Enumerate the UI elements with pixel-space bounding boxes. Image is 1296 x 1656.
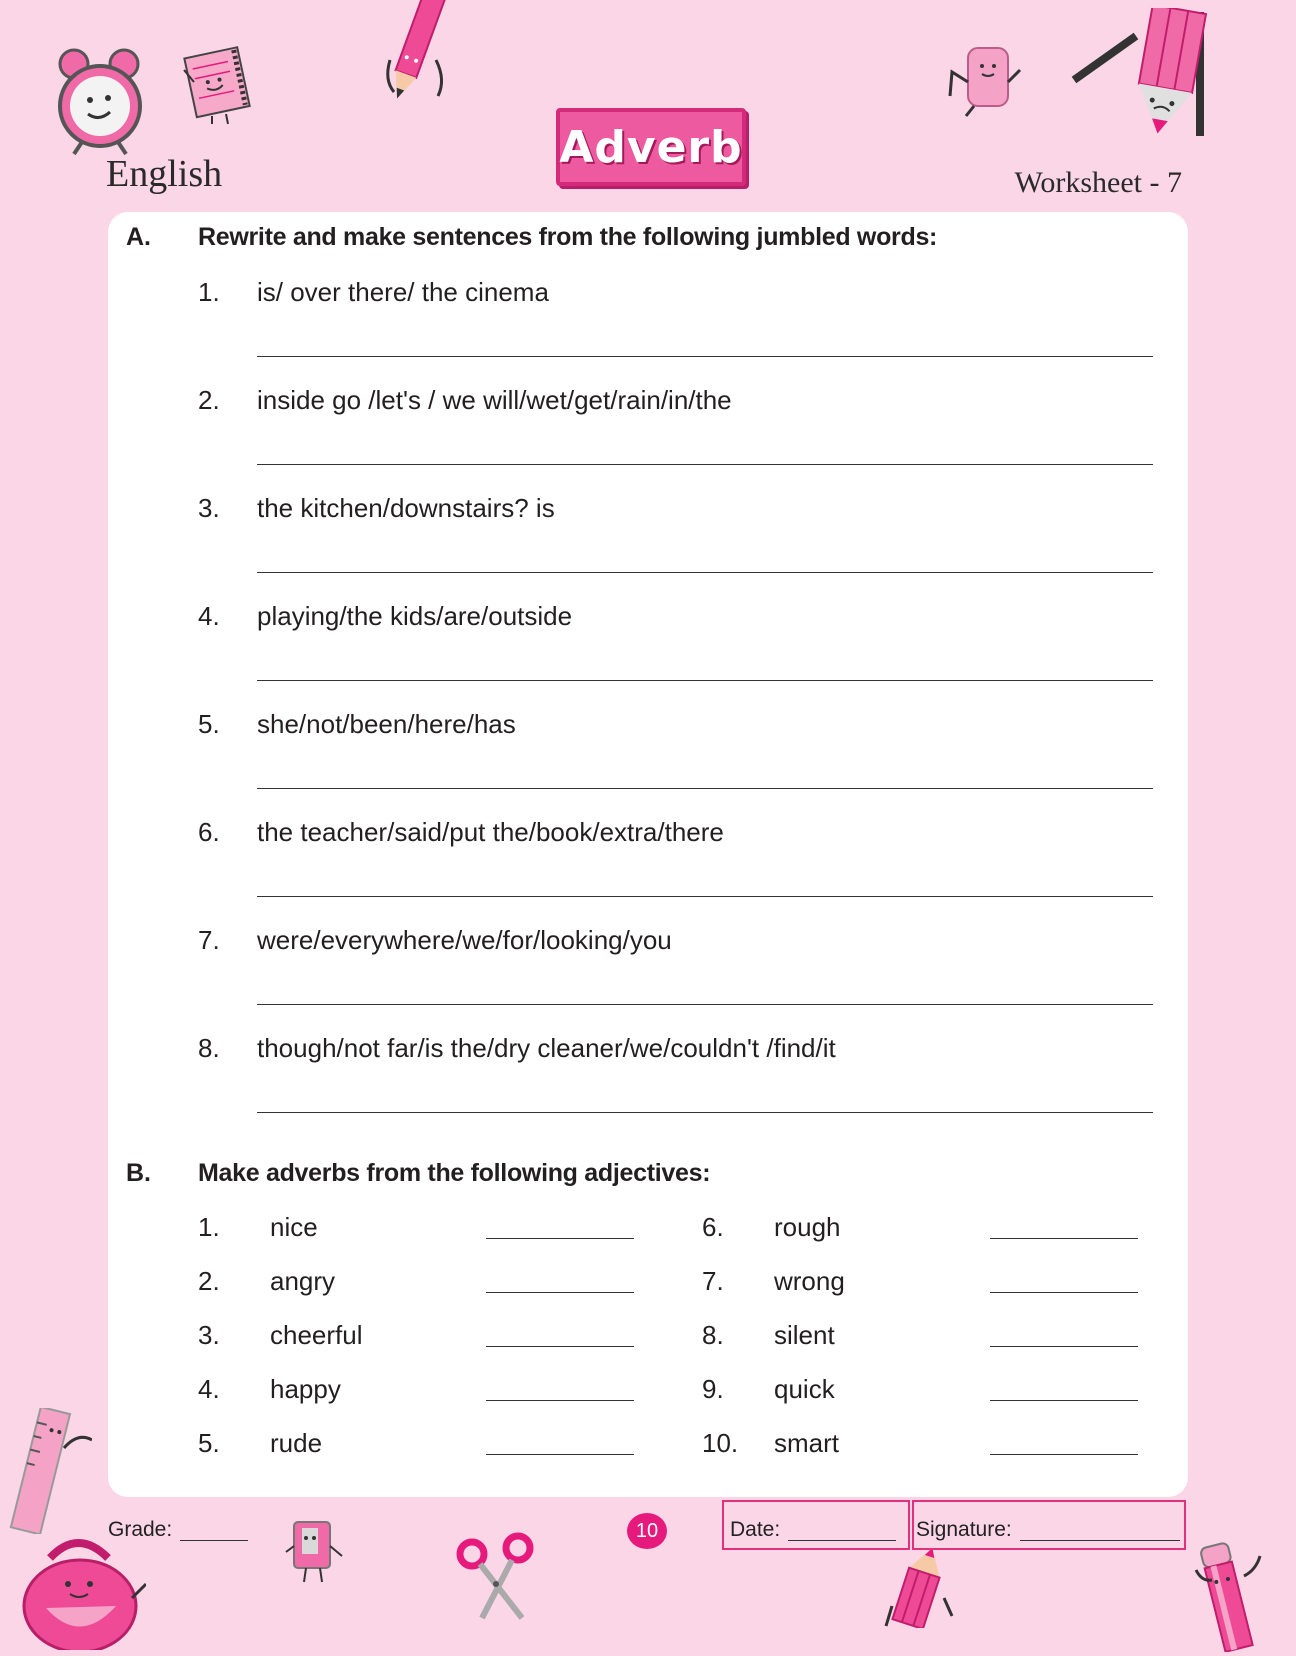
crayon-icon [1066, 8, 1216, 142]
answer-line[interactable] [257, 1004, 1153, 1005]
signature-label: Signature: [916, 1518, 1012, 1541]
worksheet-title: Adverb [559, 121, 743, 173]
section-a-letter: A. [126, 223, 151, 251]
adverb-answer-line[interactable] [486, 1238, 634, 1239]
adjective-number: 6. [702, 1212, 724, 1242]
adjective-word: cheerful [270, 1320, 363, 1350]
adjective-word: quick [774, 1374, 835, 1404]
answer-line[interactable] [257, 1112, 1153, 1113]
question-text: though/not far/is the/dry cleaner/we/couldn't /find/it [257, 1033, 836, 1063]
adjective-number: 2. [198, 1266, 220, 1296]
question-text: she/not/been/here/has [257, 709, 516, 739]
adverb-answer-line[interactable] [990, 1454, 1138, 1455]
question-text: playing/the kids/are/outside [257, 601, 573, 631]
date-input-line[interactable] [788, 1540, 896, 1541]
question-number: 6. [198, 817, 220, 847]
question-text: were/everywhere/we/for/looking/you [257, 925, 672, 955]
subject-label: English [106, 153, 223, 195]
pencil-icon [380, 0, 450, 110]
adjective-number: 10. [702, 1428, 739, 1458]
question-number: 1. [198, 277, 220, 307]
sharpener-icon [282, 1518, 346, 1586]
ruler-icon [8, 1408, 92, 1534]
answer-line[interactable] [257, 356, 1153, 357]
page-number-badge [627, 1513, 667, 1549]
question-text: the teacher/said/put the/book/extra/there [257, 817, 724, 847]
adverb-answer-line[interactable] [990, 1400, 1138, 1401]
adjective-word: angry [270, 1266, 336, 1296]
adjective-number: 4. [198, 1374, 220, 1404]
adjective-number: 9. [702, 1374, 724, 1404]
worksheet-number: Worksheet - 7 [1014, 166, 1182, 199]
answer-line[interactable] [257, 896, 1153, 897]
question-text: is/ over there/ the cinema [257, 277, 549, 307]
signature-input-line[interactable] [1020, 1540, 1180, 1541]
adverb-answer-line[interactable] [990, 1292, 1138, 1293]
alarm-clock-icon [52, 42, 148, 157]
section-b-instruction: Make adverbs from the following adjectives: [198, 1159, 711, 1187]
answer-line[interactable] [257, 788, 1153, 789]
answer-line[interactable] [257, 464, 1153, 465]
question-number: 4. [198, 601, 220, 631]
adverb-answer-line[interactable] [486, 1346, 634, 1347]
adjective-word: rough [774, 1212, 841, 1242]
adverb-answer-line[interactable] [990, 1238, 1138, 1239]
adverb-answer-line[interactable] [990, 1346, 1138, 1347]
backpack-icon [16, 1528, 146, 1650]
answer-line[interactable] [257, 572, 1153, 573]
page-number: 10 [635, 1519, 659, 1542]
adjective-number: 3. [198, 1320, 220, 1350]
section-a-instruction: Rewrite and make sentences from the following jumbled words: [198, 223, 938, 251]
adjective-word: wrong [774, 1266, 845, 1296]
adverb-answer-line[interactable] [486, 1454, 634, 1455]
adjective-number: 1. [198, 1212, 220, 1242]
marker-character-icon [1188, 1540, 1264, 1652]
crayon-character-icon [884, 1546, 954, 1628]
adjective-word: nice [270, 1212, 318, 1242]
adjective-number: 5. [198, 1428, 220, 1458]
adjective-number: 7. [702, 1266, 724, 1296]
section-b-letter: B. [126, 1159, 151, 1187]
question-number: 7. [198, 925, 220, 955]
question-number: 5. [198, 709, 220, 739]
adverb-answer-line[interactable] [486, 1400, 634, 1401]
eraser-icon [944, 42, 1028, 118]
adjective-word: smart [774, 1428, 839, 1458]
grade-input-line[interactable] [180, 1540, 248, 1541]
adjective-word: silent [774, 1320, 835, 1350]
adjective-word: happy [270, 1374, 341, 1404]
notepad-icon [176, 40, 260, 124]
question-number: 3. [198, 493, 220, 523]
question-number: 2. [198, 385, 220, 415]
grade-label: Grade: [108, 1518, 173, 1541]
answer-line[interactable] [257, 680, 1153, 681]
question-number: 8. [198, 1033, 220, 1063]
question-text: the kitchen/downstairs? is [257, 493, 555, 523]
question-text: inside go /let's / we will/wet/get/rain/in/the [257, 385, 732, 415]
date-label: Date: [730, 1518, 781, 1541]
adjective-word: rude [270, 1428, 323, 1458]
worksheet-title-badge [556, 108, 746, 186]
scissors-icon [456, 1532, 536, 1622]
adverb-answer-line[interactable] [486, 1292, 634, 1293]
adjective-number: 8. [702, 1320, 724, 1350]
